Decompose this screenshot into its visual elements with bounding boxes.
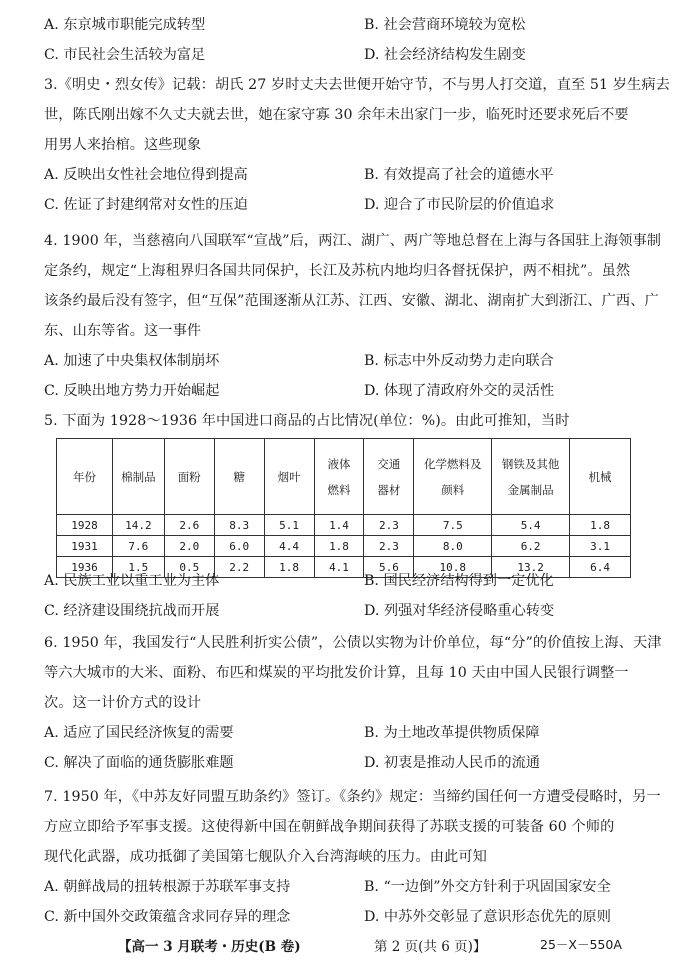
header-cotton: 棉制品 <box>112 439 164 515</box>
q5-stem: 5. 下面为 1928～1936 年中国进口商品的占比情况(单位：%)。由此可推知，当时 <box>44 413 570 429</box>
q7-stem-line: 方应立即给予军事支援。这使得新中国在朝鲜战争期间获得了苏联支援的可装备 60 个师的 <box>44 819 615 835</box>
cell: 6.0 <box>214 536 264 557</box>
q2-option-c: C. 市民社会生活较为富足 <box>44 47 206 63</box>
q5-option-b: B. 国民经济结构得到一定优化 <box>364 573 554 589</box>
q6-option-c: C. 解决了面临的通货膨胀难题 <box>44 755 234 771</box>
cell: 1.4 <box>314 515 364 536</box>
cell: 5.4 <box>492 515 570 536</box>
q3-option-c: C. 佐证了封建纲常对女性的压迫 <box>44 197 248 213</box>
cell: 7.6 <box>112 536 164 557</box>
q5-option-c: C. 经济建设围绕抗战而开展 <box>44 603 220 619</box>
q4-stem-line: 4. 1900 年，当慈禧向八国联军“宣战”后，两江、湖广、两广等地总督在上海与各国驻上海领事制 <box>44 233 662 249</box>
q3-stem-line: 用男人来抬棺。这些现象 <box>44 137 202 153</box>
cell: 5.6 <box>364 557 414 578</box>
q3-stem-line: 世，陈氏刚出嫁不久丈夫就去世，她在家守寡 30 余年未出家门一步，临死时还要求死后不要 <box>44 107 629 123</box>
footer-code: 25－X－550A <box>540 937 622 952</box>
table-row <box>57 515 631 536</box>
header-flour: 面粉 <box>164 439 214 515</box>
q7-option-d: D. 中苏外交彰显了意识形态优先的原则 <box>364 909 611 925</box>
q3-option-a: A. 反映出女性社会地位得到提高 <box>44 167 248 183</box>
cell: 1.8 <box>570 515 631 536</box>
q6-option-d: D. 初衷是推动人民币的流通 <box>364 755 540 771</box>
q7-stem-line: 现代化武器，成功抵御了美国第七舰队介入台湾海峡的压力。由此可知 <box>44 849 487 865</box>
cell: 5.1 <box>264 515 314 536</box>
footer-page-number: 第 2 页(共 6 页)】 <box>374 939 487 955</box>
cell: 2.0 <box>164 536 214 557</box>
import-share-table <box>56 438 631 578</box>
q2-option-b: B. 社会营商环境较为宽松 <box>364 17 526 33</box>
q7-stem-line: 7. 1950 年，《中苏友好同盟互助条约》签订。《条约》规定：当缔约国任何一方遭受侵略时，另一 <box>44 789 661 805</box>
q6-stem-line: 6. 1950 年，我国发行“人民胜利折实公债”，公债以实物为计价单位，每“分”的价值按上海、天津 <box>44 635 662 651</box>
q4-stem-line: 定条约，规定“上海租界归各国共同保护，长江及苏杭内地均归各督抚保护，两不相扰”。虽然 <box>44 263 631 279</box>
header-chemical: 化学燃料及 颜料 <box>414 439 492 515</box>
footer-exam-title: 【高一 3 月联考・历史(B 卷) <box>118 939 301 955</box>
q5-option-d: D. 列强对华经济侵略重心转变 <box>364 603 555 619</box>
cell: 1931 <box>57 536 113 557</box>
cell: 1.8 <box>264 557 314 578</box>
cell: 2.2 <box>214 557 264 578</box>
q6-stem-line: 次。这一计价方式的设计 <box>44 695 202 711</box>
q4-option-d: D. 体现了清政府外交的灵活性 <box>364 383 555 399</box>
cell: 2.6 <box>164 515 214 536</box>
q4-option-a: A. 加速了中央集权体制崩坏 <box>44 353 220 369</box>
q7-option-a: A. 朝鲜战局的扭转根源于苏联军事支持 <box>44 879 291 895</box>
cell: 13.2 <box>492 557 570 578</box>
cell: 1.8 <box>314 536 364 557</box>
table-row <box>57 536 631 557</box>
q4-stem-line: 东、山东等省。这一事件 <box>44 323 202 339</box>
cell: 2.3 <box>364 536 414 557</box>
header-liquid-fuel: 液体 燃料 <box>314 439 364 515</box>
q4-option-b: B. 标志中外反动势力走向联合 <box>364 353 554 369</box>
cell: 6.2 <box>492 536 570 557</box>
cell: 1936 <box>57 557 113 578</box>
q7-option-b: B. “一边倒”外交方针利于巩固国家安全 <box>364 879 611 895</box>
q3-option-d: D. 迎合了市民阶层的价值追求 <box>364 197 555 213</box>
q6-option-a: A. 适应了国民经济恢复的需要 <box>44 725 234 741</box>
cell: 10.8 <box>414 557 492 578</box>
q4-stem-line: 该条约最后没有签字，但“互保”范围逐渐从江苏、江西、安徽、湖北、湖南扩大到浙江、广西、广 <box>44 293 659 309</box>
q3-stem-line: 3.《明史・烈女传》记载：胡氏 27 岁时丈夫去世便开始守节，不与男人打交道，直至 51 岁生病去 <box>44 77 670 93</box>
q5-option-a: A. 民族工业以重工业为主体 <box>44 573 220 589</box>
cell: 1928 <box>57 515 113 536</box>
header-machinery: 机械 <box>570 439 631 515</box>
cell: 3.1 <box>570 536 631 557</box>
q6-stem-line: 等六大城市的大米、面粉、布匹和煤炭的平均批发价计算，且每 10 天由中国人民银行调整一 <box>44 665 629 681</box>
q7-option-c: C. 新中国外交政策蕴含求同存异的理念 <box>44 909 291 925</box>
cell: 6.4 <box>570 557 631 578</box>
cell: 8.3 <box>214 515 264 536</box>
table-header-row <box>57 439 631 515</box>
q2-option-d: D. 社会经济结构发生剧变 <box>364 47 526 63</box>
cell: 1.5 <box>112 557 164 578</box>
cell: 0.5 <box>164 557 214 578</box>
header-tobacco: 烟叶 <box>264 439 314 515</box>
cell: 8.0 <box>414 536 492 557</box>
cell: 4.4 <box>264 536 314 557</box>
header-sugar: 糖 <box>214 439 264 515</box>
q3-option-b: B. 有效提高了社会的道德水平 <box>364 167 554 183</box>
header-transport: 交通 器材 <box>364 439 414 515</box>
header-steel: 钢铁及其他 金属制品 <box>492 439 570 515</box>
cell: 7.5 <box>414 515 492 536</box>
q4-option-c: C. 反映出地方势力开始崛起 <box>44 383 220 399</box>
cell: 4.1 <box>314 557 364 578</box>
header-year: 年份 <box>57 439 113 515</box>
q2-option-a: A. 东京城市职能完成转型 <box>44 17 206 33</box>
cell: 14.2 <box>112 515 164 536</box>
q6-option-b: B. 为土地改革提供物质保障 <box>364 725 540 741</box>
cell: 2.3 <box>364 515 414 536</box>
